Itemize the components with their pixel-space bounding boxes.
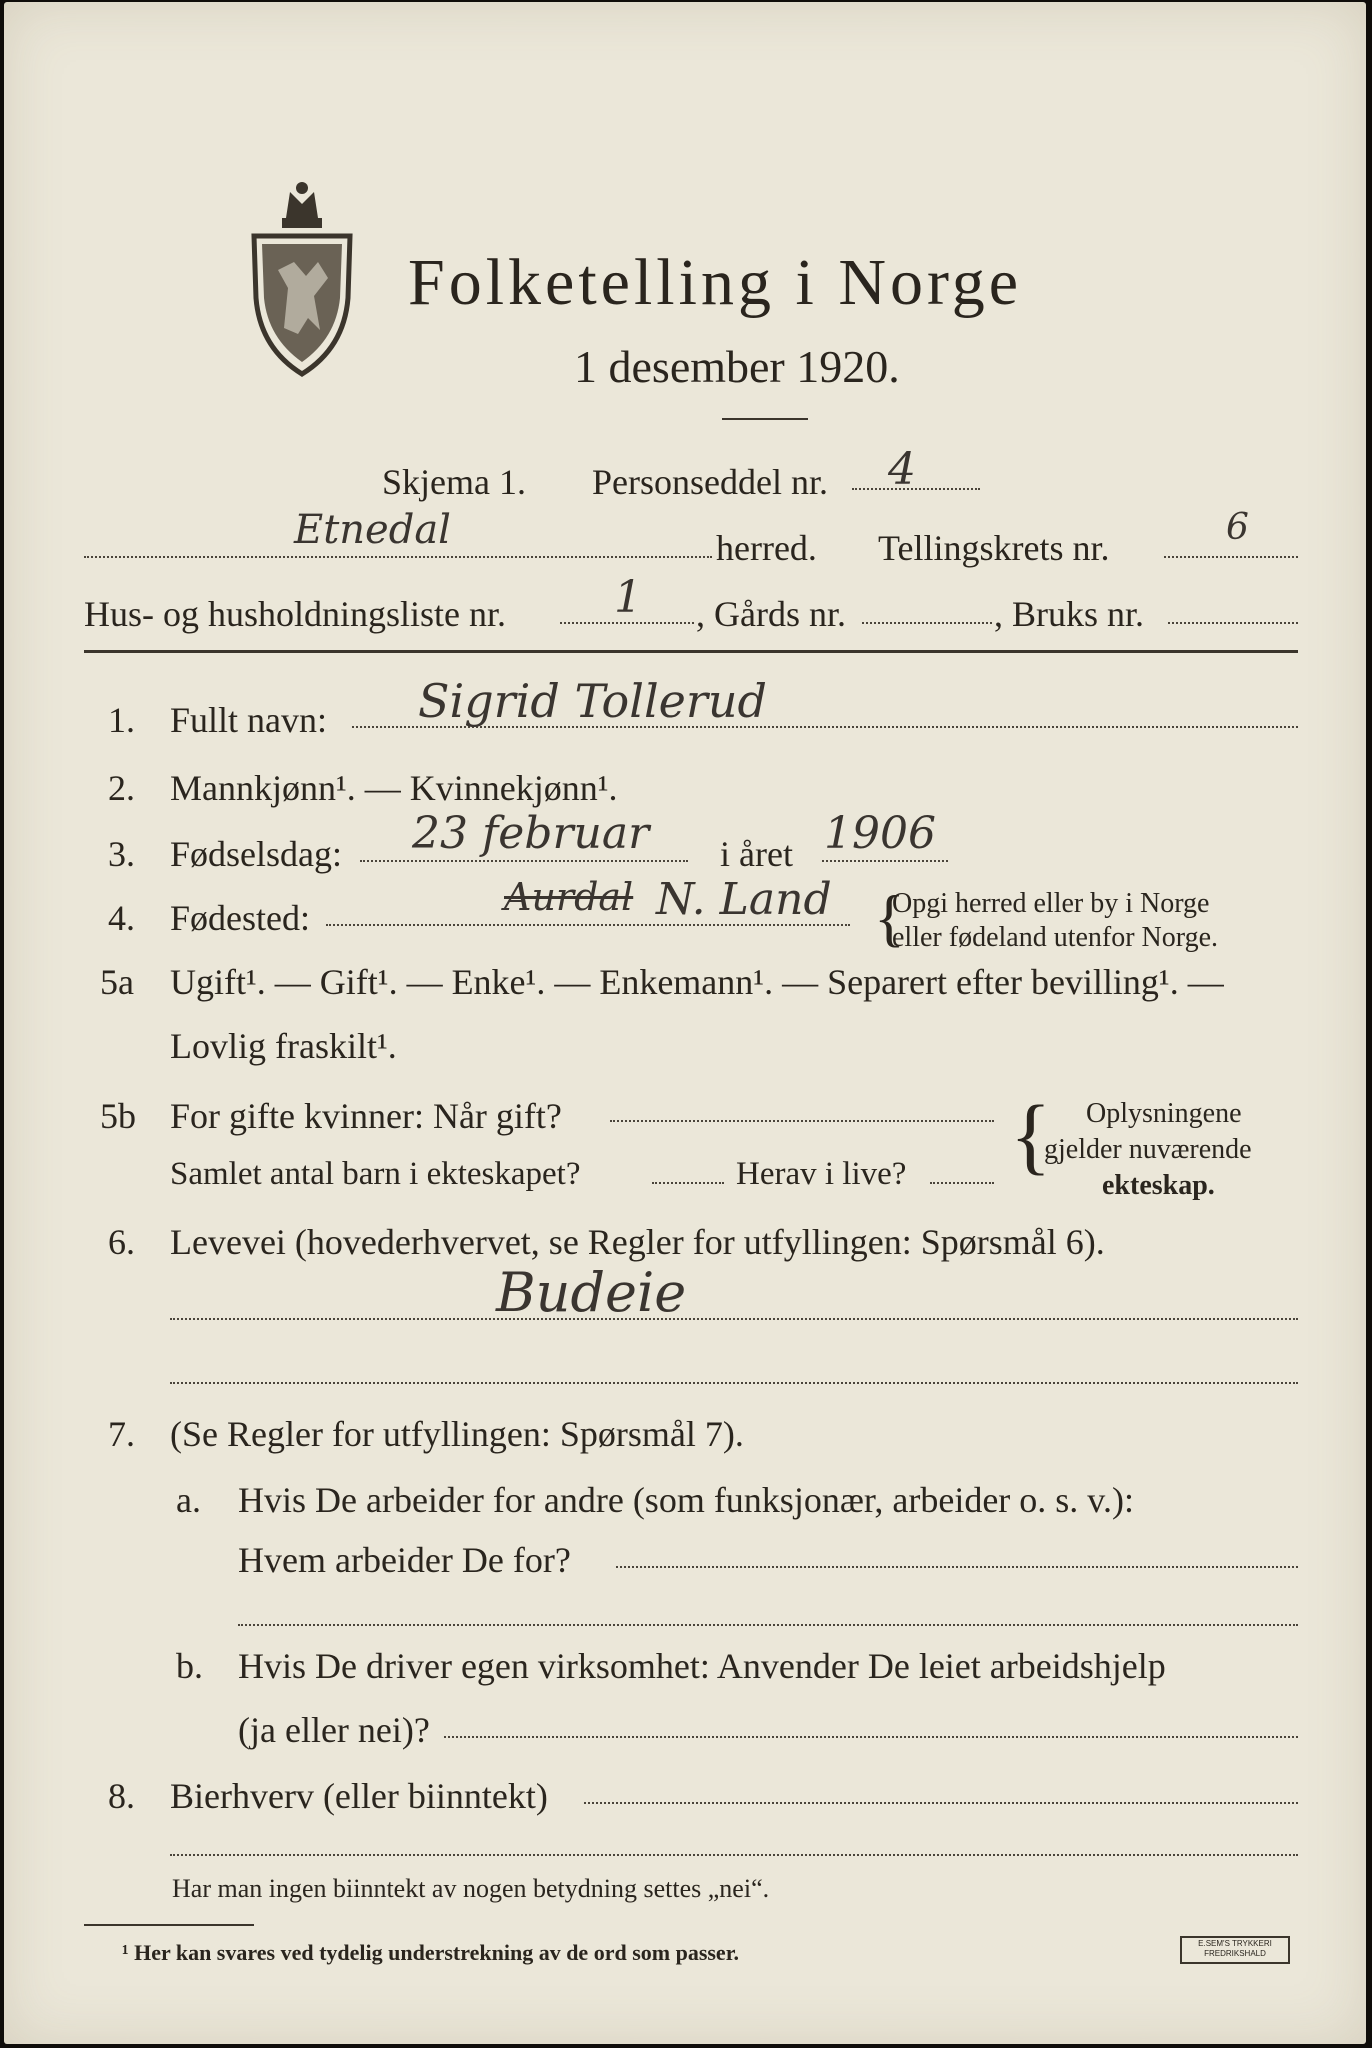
birthplace-struck-value: Aurdal (504, 875, 634, 919)
q2-number: 2. (108, 768, 135, 808)
q5b-number: 5b (100, 1096, 136, 1136)
personseddel-value[interactable]: 4 (888, 444, 916, 495)
q7b-answer-line (444, 1736, 1298, 1738)
q5b-line-2a: Samlet antal barn i ekteskapet? (170, 1156, 581, 1192)
skjema-label: Skjema 1. (382, 462, 526, 502)
q5b-note-1: Oplysningene (1086, 1098, 1242, 1129)
q5a-line-1: Ugift¹. — Gift¹. — Enke¹. — Enkemann¹. — Separert efter bevilling¹. — (170, 962, 1224, 1002)
q8-extra-line (170, 1854, 1298, 1856)
q1-label: Fullt navn: (170, 700, 328, 740)
q7-label: (Se Regler for utfyllingen: Spørsmål 7). (170, 1414, 744, 1454)
personseddel-line (852, 488, 980, 490)
herred-label: herred. (716, 528, 817, 568)
q7a-line-2: Hvem arbeider De for? (238, 1540, 571, 1580)
q7a-letter: a. (176, 1480, 201, 1520)
coat-of-arms-icon (248, 178, 356, 378)
tellingskrets-value[interactable]: 6 (1226, 507, 1249, 548)
q4-number: 4. (108, 898, 135, 938)
herred-line (84, 556, 712, 558)
q7a-employer-line (616, 1566, 1298, 1568)
q7a-extra-line (238, 1624, 1298, 1626)
q8-number: 8. (108, 1776, 135, 1816)
printer-stamp: E.SEM'S TRYKKERI FREDRIKSHALD (1180, 1936, 1290, 1964)
q6-label: Levevei (hovederhvervet, se Regler for utfyllingen: Spørsmål 6). (170, 1222, 1105, 1262)
q4-note-1: Opgi herred eller by i Norge (892, 888, 1210, 919)
bruks-line (1168, 622, 1298, 624)
q5b-married-line (610, 1120, 994, 1122)
q7b-line-1: Hvis De driver egen virksomhet: Anvender De leiet arbeidshjelp (238, 1646, 1166, 1686)
q6-number: 6. (108, 1222, 135, 1262)
q8-line (584, 1802, 1298, 1804)
personseddel-label: Personseddel nr. (592, 462, 828, 502)
q7-number: 7. (108, 1414, 135, 1454)
herred-value[interactable]: Etnedal (294, 507, 451, 553)
tellingskrets-line (1164, 556, 1298, 558)
birthplace-value[interactable]: N. Land (656, 874, 832, 925)
q7b-line-2: (ja eller nei)? (238, 1710, 430, 1750)
q5b-alive-line (930, 1182, 994, 1184)
q7a-line-1: Hvis De arbeider for andre (som funksjonær, arbeider o. s. v.): (238, 1480, 1134, 1520)
q5a-number: 5a (100, 962, 134, 1002)
q3-label: Fødselsdag: (170, 834, 343, 874)
q5b-note-3: ekteskap. (1102, 1170, 1215, 1201)
q5b-note-2: gjelder nuværende (1044, 1134, 1252, 1165)
q1-number: 1. (108, 700, 135, 740)
section-divider (84, 650, 1298, 653)
q5b-line-1: For gifte kvinner: Når gift? (170, 1096, 562, 1136)
q3-date-line (360, 860, 688, 862)
bruks-label: , Bruks nr. (994, 594, 1145, 634)
tellingskrets-label: Tellingskrets nr. (878, 528, 1110, 568)
q8-label: Bierhverv (eller biinntekt) (170, 1776, 548, 1816)
gards-line (862, 622, 992, 624)
q4-label: Fødested: (170, 898, 310, 938)
birth-date-value[interactable]: 23 februar (412, 808, 650, 859)
q5b-children-line (652, 1182, 724, 1184)
title-divider (722, 418, 808, 420)
footnote-divider (84, 1924, 254, 1926)
occupation-value[interactable]: Budeie (496, 1261, 687, 1324)
q4-note-brace-icon: { (874, 882, 905, 953)
q4-note-2: eller fødeland utenfor Norge. (892, 922, 1219, 953)
q6-line-1 (170, 1318, 1298, 1320)
form-date: 1 desember 1920. (574, 341, 900, 392)
census-form (4, 2, 1366, 2044)
q3-year-line (822, 860, 948, 862)
biinntekt-note: Har man ingen biinntekt av nogen betydning settes „nei“. (172, 1874, 770, 1903)
q5b-line-2b: Herav i live? (736, 1156, 907, 1192)
full-name-value[interactable]: Sigrid Tollerud (418, 674, 767, 728)
q7b-letter: b. (176, 1646, 203, 1686)
gards-label: , Gårds nr. (696, 594, 846, 634)
birth-year-value[interactable]: 1906 (824, 808, 936, 859)
form-title: Folketelling i Norge (408, 246, 1023, 319)
q2-label: Mannkjønn¹. — Kvinnekjønn¹. (170, 768, 618, 808)
q3-number: 3. (108, 834, 135, 874)
footnote: ¹ Her kan svares ved tydelig understrekning av de ord som passer. (122, 1940, 739, 1965)
husliste-value[interactable]: 1 (614, 572, 642, 623)
husliste-label: Hus- og husholdningsliste nr. (84, 594, 507, 634)
q5a-line-2: Lovlig fraskilt¹. (170, 1026, 397, 1066)
q5b-note-brace-icon: { (1010, 1087, 1052, 1183)
q6-line-2 (170, 1382, 1298, 1384)
q3-year-label: i året (720, 834, 793, 874)
